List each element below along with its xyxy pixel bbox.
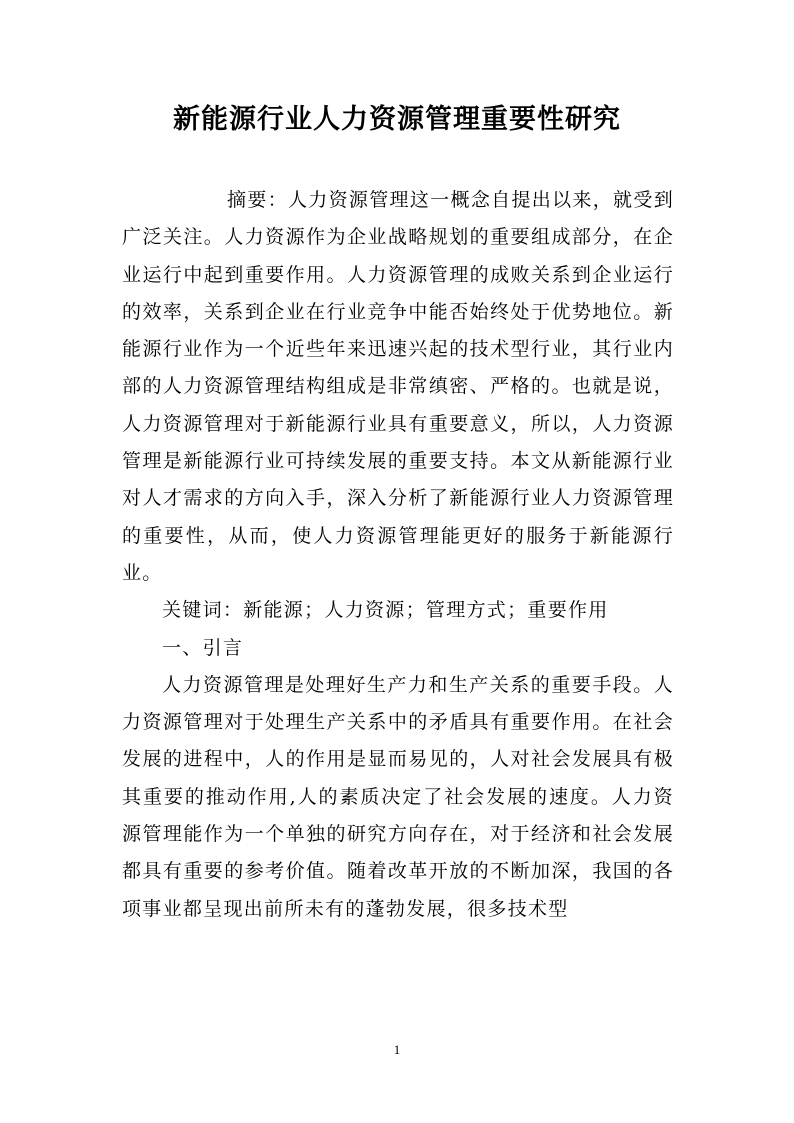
document-title: 新能源行业人力资源管理重要性研究 [173, 104, 621, 135]
page-number: 1 [393, 1042, 401, 1057]
keywords-line: 关键词：新能源；人力资源；管理方式；重要作用 [162, 599, 609, 622]
document-body [122, 182, 674, 928]
intro-paragraph: 人力资源管理是处理好生产力和生产关系的重要手段。人力资源管理对于处理生产关系中的矛盾具有重要作用。在社会发展的进程中，人的作用是显而易见的，人对社会发展具有极其重要的推动作用,人的素质决定了社会发展的速度。人力资源管理能作为一个单独的研究方向存在，对于经济和社会发展都具有重要的参考价值。随着改革开放的不断加深，我国的各项事业都呈现出前所未有的蓬勃发展，很多技术型 [122, 673, 674, 920]
section-heading: 一、引言 [162, 636, 244, 659]
abstract-paragraph: 摘要：人力资源管理这一概念自提出以来，就受到广泛关注。人力资源作为企业战略规划的重要组成部分，在企业运行中起到重要作用。人力资源管理的成败关系到企业运行的效率，关系到企业在行业竞争中能否始终处于优势地位。新能源行业作为一个近些年来迅速兴起的技术型行业，其行业内部的人力资源管理结构组成是非常缜密、严格的。也就是说，人力资源管理对于新能源行业具有重要意义，所以，人力资源管理是新能源行业可持续发展的重要支持。本文从新能源行业对人才需求的方向入手，深入分析了新能源行业人力资源管理的重要性，从而，使人力资源管理能更好的服务于新能源行业。 [122, 189, 674, 584]
